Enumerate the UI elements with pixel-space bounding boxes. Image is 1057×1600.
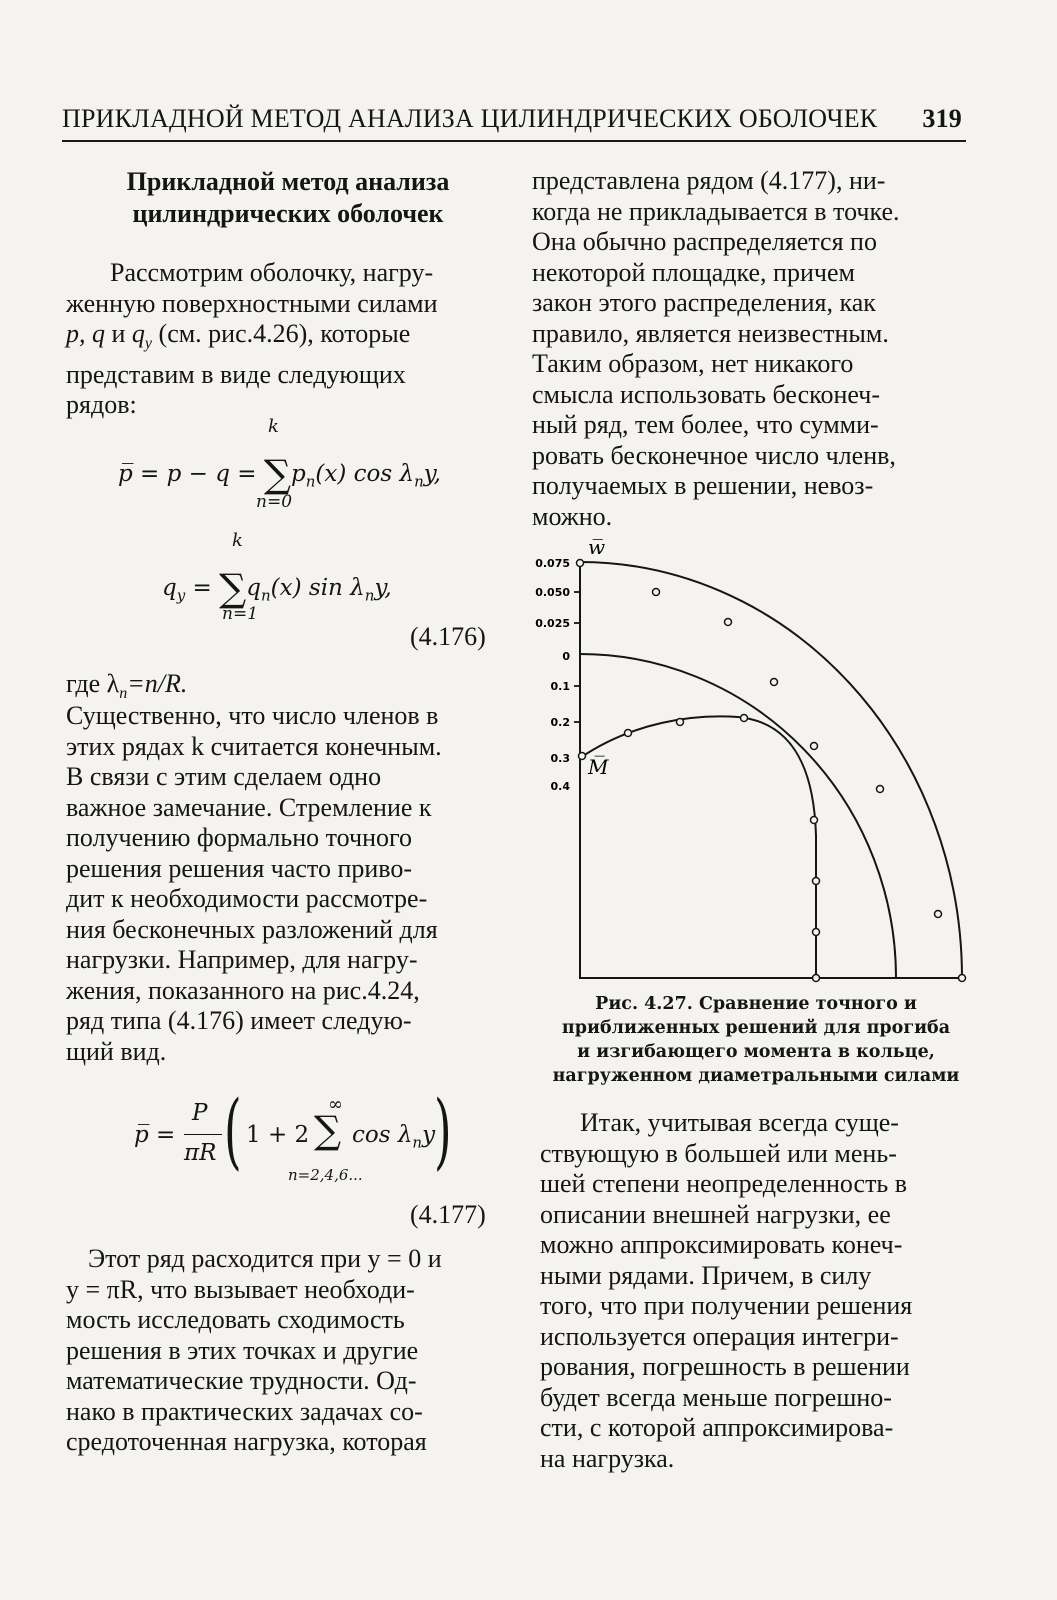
label-w: w̅ — [588, 536, 606, 559]
text-line: Она обычно распределяется по — [532, 227, 877, 256]
text-line: ствующую в большей или мень- — [540, 1138, 897, 1168]
text-line: некоторой площадке, причем — [532, 257, 855, 287]
text-line: дит к необходимости рассмотре- — [66, 884, 428, 913]
tick-label: 0.1 — [550, 680, 570, 693]
paragraph-conclusion — [540, 1108, 968, 1474]
text-line: можно аппроксимировать конеч- — [540, 1230, 903, 1259]
fraction-bar — [184, 1134, 222, 1135]
text-line: смысла использовать бесконеч- — [532, 379, 880, 409]
figure-caption — [546, 992, 966, 1088]
text-line: ными рядами. Причем, в силу — [540, 1260, 872, 1290]
text-line: правило, является неизвестным. — [532, 318, 889, 348]
paragraph-continued — [532, 166, 962, 532]
text-line: ряд типа (4.176) имеет следую- — [66, 1006, 412, 1035]
text-line: на нагрузка. — [540, 1443, 675, 1473]
section-title-line: цилиндрических оболочек — [132, 199, 444, 228]
equation-2: $q_y = \sum q_n(x)$ $\sin \lambda_ny$, — [162, 566, 392, 610]
tick-label: 0.3 — [550, 752, 570, 765]
curve-w-exact — [580, 562, 962, 978]
caption-line: Рис. 4.27. Сравнение точного и — [595, 994, 917, 1014]
text-line: мость исследовать сходимость — [66, 1305, 405, 1334]
sum-symbol: ∑ — [263, 452, 291, 496]
sum-symbol: ∑ — [314, 1108, 342, 1152]
tick-label: 0.050 — [535, 586, 570, 599]
text-line: сти, с которой аппроксимирова- — [540, 1413, 894, 1442]
text-line: рования, погрешность в решении — [540, 1352, 910, 1381]
eq3-denominator: πR — [184, 1140, 217, 1166]
text-line: рядов: — [66, 390, 137, 420]
text-line: используется операция интегри- — [540, 1321, 899, 1351]
text-line: Рассмотрим оболочку, нагру- — [110, 258, 434, 287]
tick-label: 0 — [562, 650, 570, 663]
text-line: щий вид. — [66, 1036, 167, 1066]
caption-line: нагруженном диаметральными силами — [552, 1066, 960, 1086]
text-line: ный ряд, тем более, что сумми- — [532, 410, 879, 439]
running-header — [62, 104, 962, 134]
text-line: того, что при получении решения — [540, 1291, 913, 1320]
text-line: решения в этих точках и другие — [66, 1335, 419, 1365]
text-line: решения решения часто приво- — [66, 853, 413, 883]
text-line: нако в практических задачах со- — [66, 1396, 423, 1426]
paragraph-intro — [66, 258, 506, 421]
text-line: средоточенная нагрузка, которая — [66, 1427, 427, 1456]
paragraph-finite — [66, 701, 506, 1067]
text-line: шей степени неопределенность в — [540, 1169, 908, 1198]
text-line: нагрузки. Например, для нагру- — [66, 945, 418, 974]
text-line: Этот ряд расходится при y = 0 и — [88, 1244, 442, 1273]
text-line: этих рядах k считается конечным. — [66, 731, 442, 761]
curve-m-upright — [580, 716, 816, 978]
text-line: Существенно, что число членов в — [66, 701, 439, 730]
equation-1: p̅ = $p - q = \sum p_n(x)$ $\cos \lambda_ny$, — [118, 452, 441, 496]
running-title: ПРИКЛАДНОЙ МЕТОД АНАЛИЗА ЦИЛИНДРИЧЕСКИХ ОБОЛОЧЕК — [62, 104, 878, 133]
eq1-lower-limit: n=0 — [256, 492, 293, 512]
eq3-upper-limit: ∞ — [328, 1094, 343, 1115]
text-line: получению формально точного — [66, 823, 413, 852]
where-line: где $\lambda_n=n/R$. — [66, 669, 188, 703]
text-line: Итак, учитывая всегда суще- — [580, 1108, 899, 1137]
eq3-inner: 1 + 2 — [246, 1122, 310, 1148]
eq3-lower-limit: n=2,4,6... — [288, 1166, 363, 1184]
text-line: p, q и $q_y$ (см. рис.4.26), которые — [66, 319, 411, 353]
eq1-upper-limit: k — [268, 416, 279, 437]
text-line: y = πR, что вызывает необходи- — [66, 1274, 415, 1304]
header-rule — [62, 140, 966, 142]
tick-label: 0.075 — [535, 557, 570, 570]
page-number: 319 — [922, 104, 962, 133]
eq3-term: $\cos \lambda_ny$ — [352, 1122, 436, 1152]
paragraph-diverges — [66, 1244, 506, 1458]
eq3-lhs: p̅ = — [134, 1122, 176, 1148]
figure-axes — [580, 562, 962, 978]
eq3-numerator: P — [192, 1100, 208, 1126]
text-line: получаемых в решении, невоз- — [532, 471, 874, 500]
tick-label: 0.2 — [550, 716, 570, 729]
section-title — [66, 166, 510, 230]
text-line: женную поверхностными силами — [66, 288, 438, 318]
eq2-lower-limit: n=1 — [222, 604, 259, 624]
eq1-lhs: p̅ = p − q = — [118, 461, 257, 487]
caption-line: приближенных решений для прогиба — [561, 1018, 951, 1038]
text-line: важное замечание. Стремление к — [66, 792, 432, 822]
text-line: представим в виде следующих — [66, 359, 406, 389]
caption-line: и изгибающего момента в кольце, — [577, 1042, 935, 1062]
text-line: описании внешней нагрузки, ее — [540, 1199, 891, 1229]
tick-label: 0.025 — [535, 617, 570, 630]
sum-symbol: ∑ — [219, 566, 247, 610]
text-line: ровать бесконечное число членв, — [532, 440, 896, 470]
text-line: будет всегда меньше погрешно- — [540, 1382, 892, 1412]
text-line: представлена рядом (4.177), ни- — [532, 166, 886, 195]
right-paren: ) — [434, 1084, 452, 1179]
text-line: В связи с этим сделаем одно — [66, 762, 382, 791]
text-line: ния бесконечных разложений для — [66, 914, 438, 944]
text-line: закон этого распределения, как — [532, 288, 876, 317]
text-line: когда не прикладывается в точке. — [532, 196, 900, 226]
text-line: можно. — [532, 501, 613, 531]
tick-label: 0.4 — [550, 780, 570, 793]
eq2-upper-limit: k — [232, 530, 243, 551]
left-paren: ( — [224, 1084, 242, 1179]
curve-w-approx — [580, 654, 896, 978]
section-title-line: Прикладной метод анализа — [126, 167, 450, 196]
text-line: математические трудности. Од- — [66, 1366, 417, 1395]
figure-4-27 — [528, 536, 968, 986]
text-line: Таким образом, нет никакого — [532, 349, 854, 378]
label-m: M̅ — [588, 755, 609, 779]
equation-number: (4.177) — [410, 1200, 486, 1229]
equation-number: (4.176) — [410, 622, 486, 651]
text-line: жения, показанного на рис.4.24, — [66, 975, 420, 1005]
